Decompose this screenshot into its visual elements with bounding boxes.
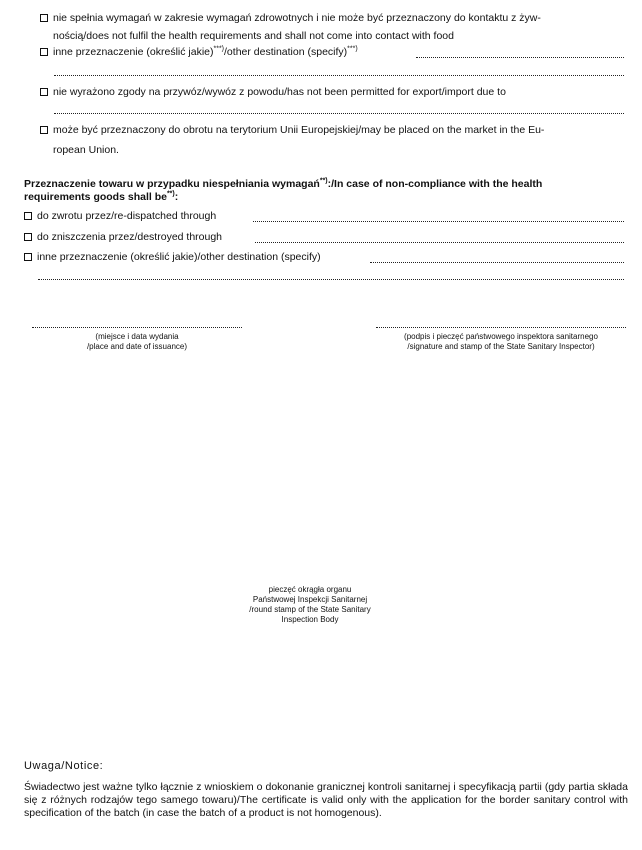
checkbox-not-permitted[interactable] [40,88,48,96]
place-date-line[interactable] [32,326,242,328]
fate-redispatched-label: do zwrotu przez/re-dispatched through [37,210,217,222]
footnote-marker: ***) [213,45,225,53]
other-destination-fill-line-2[interactable] [54,74,624,76]
stamp-caption-line3: /round stamp of the State Sanitary [249,605,371,614]
option-may-be-placed-line2: ropean Union. [53,144,119,156]
noncompliance-heading-colon: : [174,191,179,203]
not-permitted-fill-line[interactable] [54,112,624,114]
footnote-marker: **) [166,190,175,198]
checkbox-fate-other[interactable] [24,253,32,261]
option-other-destination-text: inne przeznaczenie (określić jakie) [53,46,214,58]
checkbox-redispatched[interactable] [24,212,32,220]
option-may-be-placed [40,122,626,158]
checkbox-may-be-placed[interactable] [40,126,48,134]
checkbox-destroyed[interactable] [24,233,32,241]
noncompliance-heading-line2: requirements goods shall be [24,191,167,203]
stamp-caption-line2: Państwowej Inspekcji Sanitarnej [252,595,368,604]
fate-other-fill-line-2[interactable] [38,278,624,280]
place-date-caption-pl: (miejsce i data wydania [95,332,179,341]
checkbox-other-destination[interactable] [40,48,48,56]
option-not-permitted [40,84,626,100]
option-not-permitted-text: nie wyrażono zgody na przywóz/wywóz z powodu/has not been permitted for export/import due to [53,86,506,98]
checkbox-not-fulfil[interactable] [40,14,48,22]
option-not-fulfil-line2: nością/does not fulfil the health requirements and shall not come into contact with food [53,30,454,42]
option-not-fulfil [40,10,626,44]
other-destination-fill-line[interactable] [416,56,624,58]
noncompliance-heading-pl: Przeznaczenie towaru w przypadku niespełniania wymagań [24,178,320,190]
destroyed-fill-line[interactable] [255,241,624,243]
fate-other-label: inne przeznaczenie (określić jakie)/other destination (specify) [37,251,321,263]
option-may-be-placed-line1: może być przeznaczony do obrotu na terytorium Unii Europejskiej/may be placed on the market in the Eu- [53,124,545,136]
redispatched-fill-line[interactable] [253,220,624,222]
noncompliance-heading-en: :/In case of non-compliance with the health [327,178,543,190]
notice-title: Uwaga/Notice: [24,760,104,772]
fate-destroyed-label: do zniszczenia przez/destroyed through [37,231,223,243]
stamp-caption [210,585,410,625]
signature-caption [376,332,626,352]
notice-text: Świadectwo jest ważne tylko łącznie z wnioskiem o dokonanie granicznej kontroli sanitarnej i specyfikacją partii (gdy partia składa się z różnych rodzajów tego samego towaru)/The certificate is valid only with the application for the border sanitary control with specification of the batch (in case the batch of a product is not homogenous). [24,781,628,819]
place-date-caption-en: /place and date of issuance) [86,342,188,351]
signature-caption-pl: (podpis i pieczęć państwowego inspektora sanitarnego [404,332,598,341]
option-other-destination-text2: /other destination (specify) [224,46,348,58]
noncompliance-heading [24,178,626,204]
fate-other-fill-line[interactable] [370,261,624,263]
signature-line[interactable] [376,326,626,328]
stamp-caption-line4: Inspection Body [281,615,339,624]
place-date-caption [32,332,242,352]
option-not-fulfil-line1: nie spełnia wymagań w zakresie wymagań zdrowotnych i nie może być przeznaczony do kontaktu z żyw- [53,12,541,24]
footnote-marker: ***) [347,45,358,53]
signature-caption-en: /signature and stamp of the State Sanitary Inspector) [407,342,595,351]
stamp-caption-line1: pieczęć okrągła organu [268,585,352,594]
footnote-marker: **) [319,177,328,185]
